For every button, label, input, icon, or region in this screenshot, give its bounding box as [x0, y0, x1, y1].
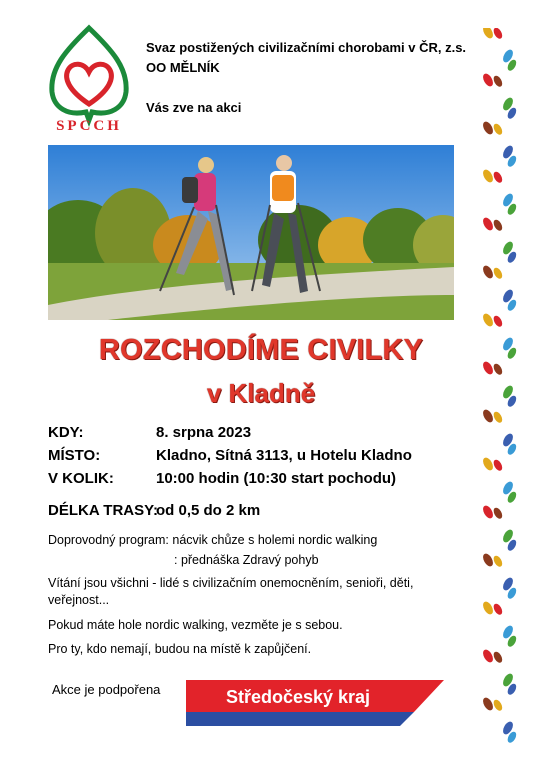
footprint-icon: [481, 212, 504, 236]
footprint-icon: [481, 548, 504, 572]
footprint-icon: [481, 308, 504, 332]
time-value: 10:00 hodin (10:30 start pochodu): [156, 470, 397, 487]
nordic-walking-photo: [48, 145, 454, 320]
footprint-icon: [499, 48, 522, 72]
footprint-icon: [481, 692, 504, 716]
footprint-icon: [481, 452, 504, 476]
route-label: DÉLKA TRASY:: [48, 502, 158, 519]
footprint-icon: [481, 644, 504, 668]
organization-name: [146, 38, 476, 78]
footprint-icon: [499, 672, 522, 696]
program-line1: Doprovodný program: nácvik chůze s holemi nordic walking: [48, 533, 378, 547]
footprints-border: [476, 28, 532, 748]
footprint-icon: [499, 336, 522, 360]
footprint-icon: [499, 480, 522, 504]
time-label: V KOLIK:: [48, 470, 114, 487]
spcch-logo: [46, 24, 132, 134]
footprint-icon: [499, 624, 522, 648]
footprint-icon: [499, 240, 522, 264]
route-value: od 0,5 do 2 km: [156, 502, 261, 519]
when-label: KDY:: [48, 424, 84, 441]
place-label: MÍSTO:: [48, 447, 101, 464]
footprint-icon: [481, 356, 504, 380]
footprint-icon: [481, 404, 504, 428]
lending-text: Pro ty, kdo nemají, budou na místě k zapůjčení.: [48, 642, 312, 656]
footprint-icon: [499, 528, 522, 552]
footprint-icon: [499, 192, 522, 216]
footprint-icon: [499, 576, 522, 600]
footprint-icon: [481, 28, 504, 44]
event-subtitle: v Kladně: [206, 378, 316, 408]
invite-text: Vás zve na akci: [146, 100, 242, 115]
event-title: ROZCHODÍME CIVILKY: [98, 334, 424, 366]
place-value: Kladno, Sítná 3113, u Hotelu Kladno: [156, 447, 412, 464]
footprint-icon: [481, 68, 504, 92]
program-line2: : přednáška Zdravý pohyb: [174, 553, 319, 567]
footprint-icon: [499, 384, 522, 408]
footprint-icon: [481, 500, 504, 524]
poles-text: Pokud máte hole nordic walking, vezměte je s sebou.: [48, 618, 343, 632]
footprint-icon: [481, 164, 504, 188]
org-name-line2: OO MĚLNÍK: [146, 60, 220, 75]
footprint-icon: [481, 260, 504, 284]
footprint-icon: [499, 288, 522, 312]
support-label: Akce je podpořena: [52, 682, 161, 697]
welcome-text: Vítání jsou všichni - lidé s civilizačním onemocněním, senioři, děti, veřejnost...: [48, 576, 414, 607]
org-name-line1: Svaz postižených civilizačními chorobami v ČR, z.s.: [146, 40, 467, 55]
logo-text: SPCCH: [56, 118, 122, 134]
footprint-icon: [481, 116, 504, 140]
when-value: 8. srpna 2023: [156, 424, 252, 441]
footprint-icon: [499, 96, 522, 120]
region-name: Středočeský kraj: [225, 687, 371, 707]
footprint-icon: [481, 596, 504, 620]
footprint-icon: [499, 144, 522, 168]
region-logo: [186, 680, 444, 728]
footprint-icon: [499, 720, 522, 744]
footprint-icon: [499, 432, 522, 456]
